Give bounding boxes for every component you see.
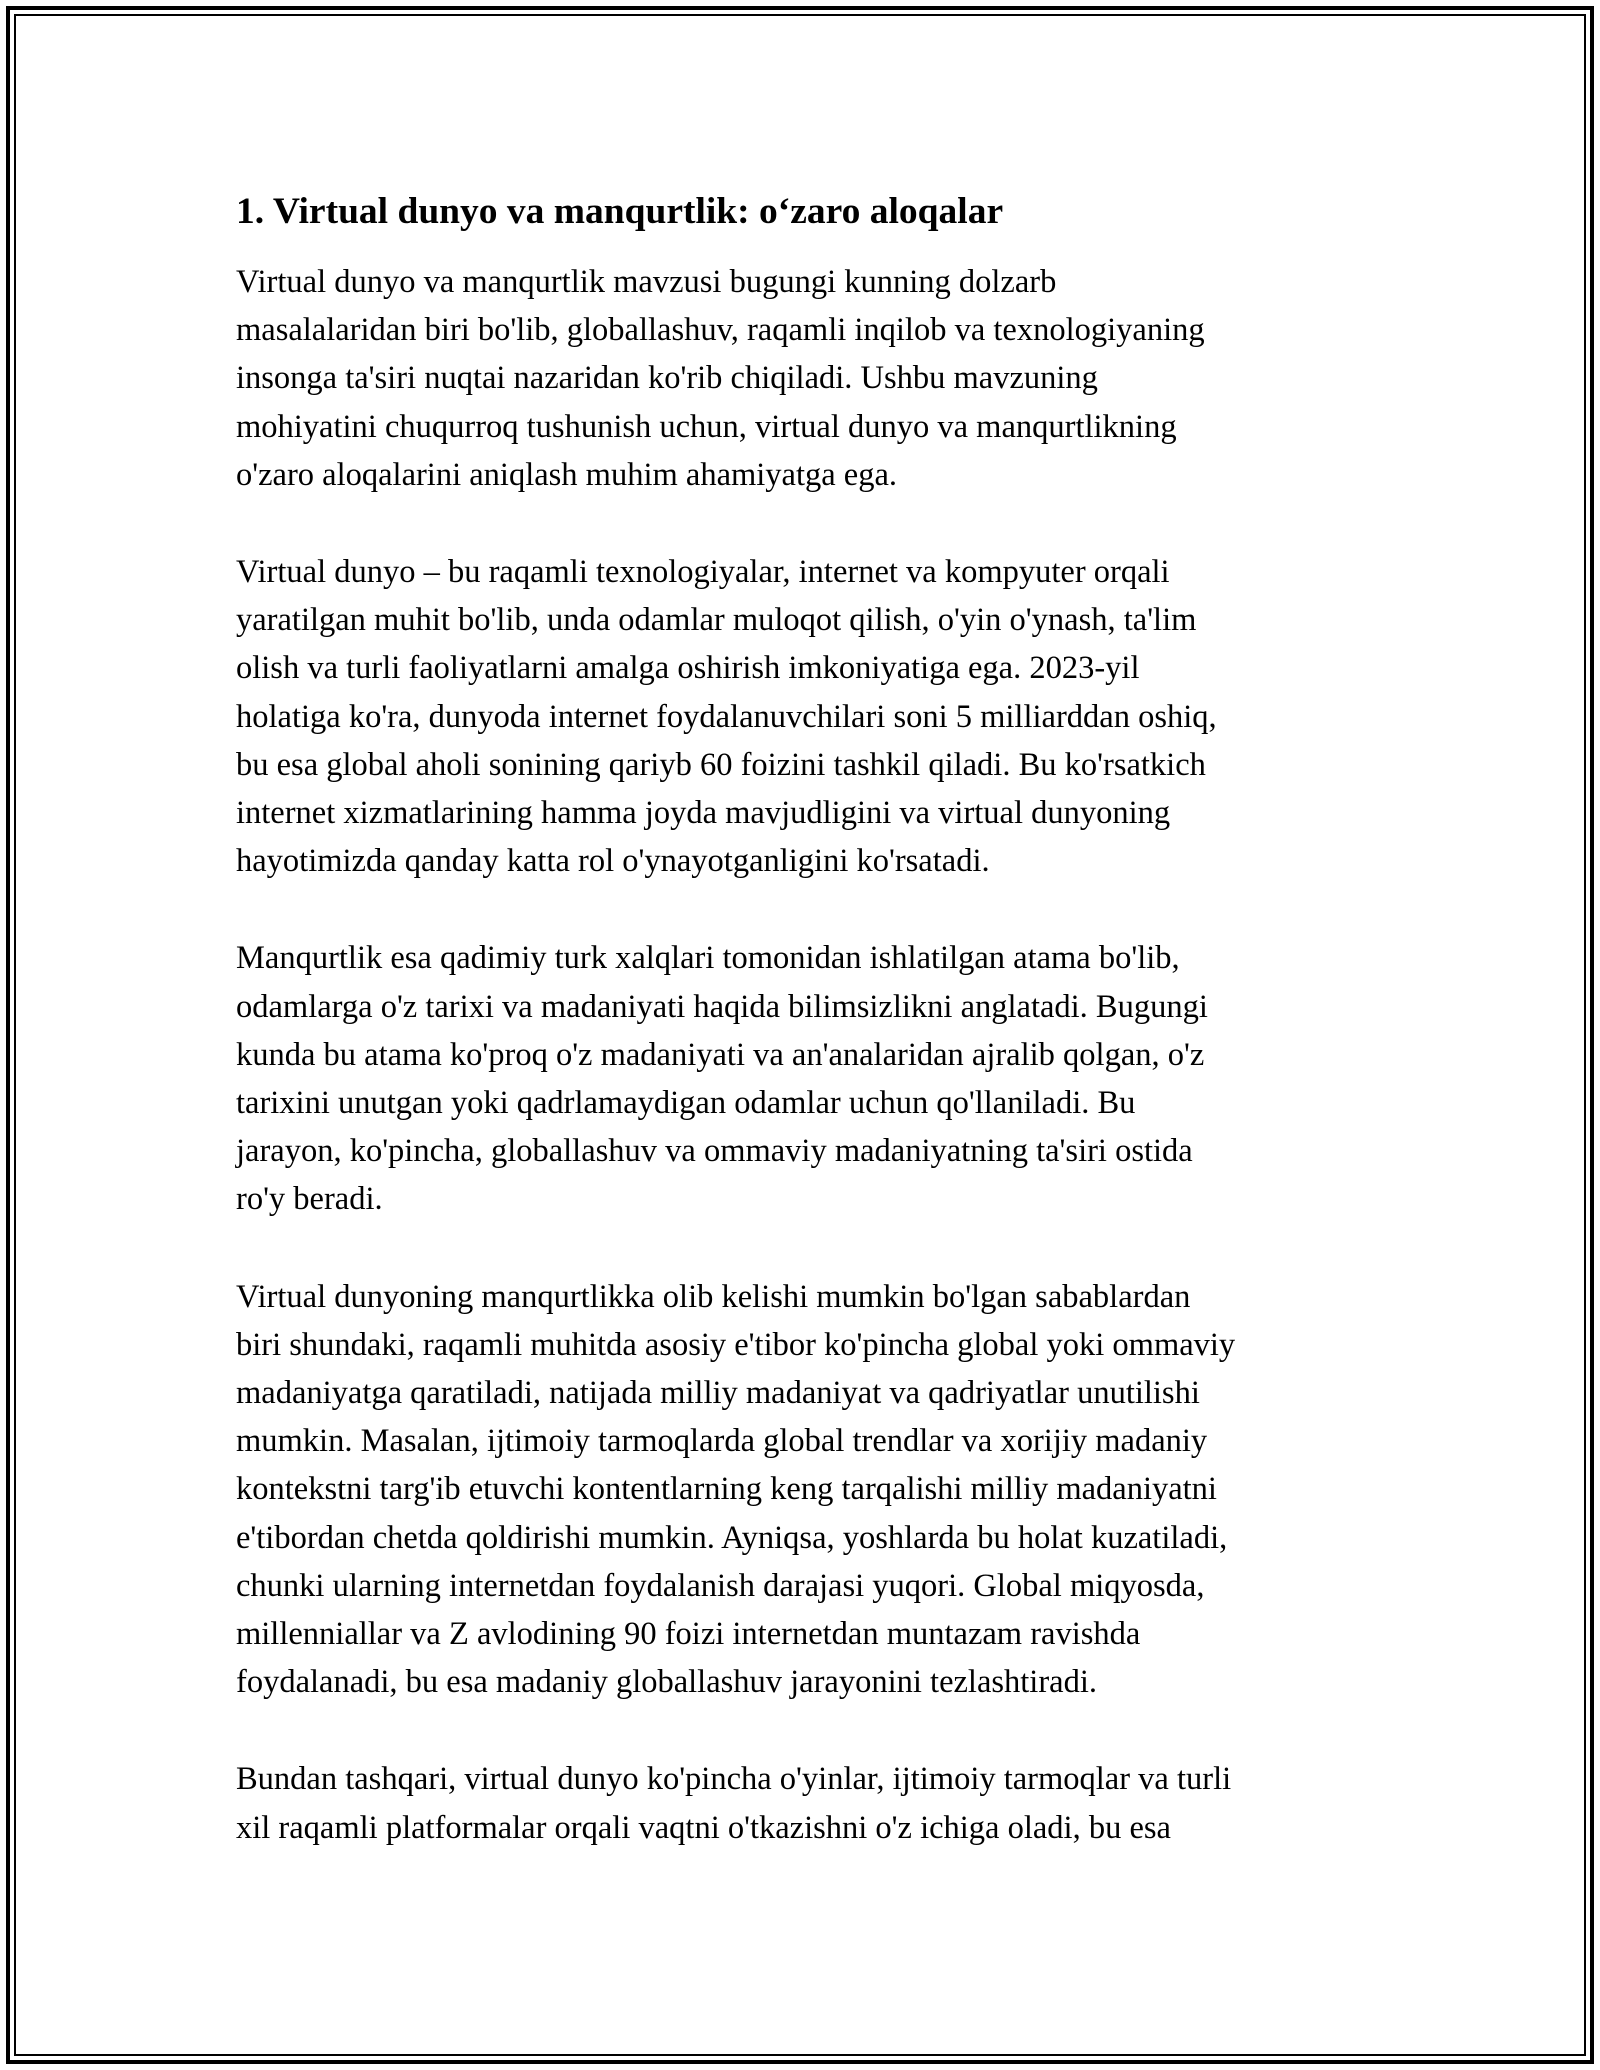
text-line: kunda bu atama ko'proq o'z madaniyati va an'analaridan ajralib qolgan, o'z	[236, 1036, 1205, 1073]
document-body	[236, 186, 1366, 1901]
text-line: foydalanadi, bu esa madaniy globallashuv jarayonini tezlashtiradi.	[236, 1664, 1097, 1701]
paragraph-additional	[236, 1755, 1366, 1851]
text-line: mohiyatini chuqurroq tushunish uchun, virtual dunyo va manqurtlikning	[236, 408, 1177, 445]
text-line: hayotimizda qanday katta rol o'ynayotganligini ko'rsatadi.	[236, 843, 990, 880]
text-line: jarayon, ko'pincha, globallashuv va ommaviy madaniyatning ta'siri ostida	[236, 1133, 1193, 1170]
text-line: tarixini unutgan yoki qadrlamaydigan odamlar uchun qo'llaniladi. Bu	[236, 1085, 1136, 1122]
text-line: Virtual dunyoning manqurtlikka olib kelishi mumkin bo'lgan sabablardan	[236, 1278, 1191, 1315]
text-line: odamlarga o'z tarixi va madaniyati haqida bilimsizlikni anglatadi. Bugungi	[236, 988, 1208, 1025]
text-line: masalalaridan biri bo'lib, globallashuv, raqamli inqilob va texnologiyaning	[236, 312, 1205, 349]
text-line: mumkin. Masalan, ijtimoiy tarmoqlarda global trendlar va xorijiy madaniy	[236, 1423, 1208, 1460]
section-heading: 1. Virtual dunyo va manqurtlik: o‘zaro aloqalar	[236, 191, 1004, 232]
text-line: Virtual dunyo – bu raqamli texnologiyalar, internet va kompyuter orqali	[236, 554, 1170, 591]
text-line: yaratilgan muhit bo'lib, unda odamlar muloqot qilish, o'yin o'ynash, ta'lim	[236, 602, 1197, 639]
text-line: Virtual dunyo va manqurtlik mavzusi bugungi kunning dolzarb	[236, 264, 1057, 300]
text-line: internet xizmatlarining hamma joyda mavjudligini va virtual dunyoning	[236, 795, 1171, 832]
paragraph-manqurtlik	[236, 934, 1366, 1223]
text-line: Manqurtlik esa qadimiy turk xalqlari tomonidan ishlatilgan atama bo'lib,	[236, 940, 1180, 977]
text-line: chunki ularning internetdan foydalanish darajasi yuqori. Global miqyosda,	[236, 1567, 1205, 1604]
text-line: madaniyatga qaratiladi, natijada milliy madaniyat va qadriyatlar unutilishi	[236, 1375, 1200, 1412]
text-line: olish va turli faoliyatlarni amalga oshirish imkoniyatiga ega. 2023-yil	[236, 650, 1140, 687]
text-line: insonga ta'siri nuqtai nazaridan ko'rib chiqiladi. Ushbu mavzuning	[236, 360, 1098, 397]
text-line: e'tibordan chetda qoldirishi mumkin. Ayniqsa, yoshlarda bu holat kuzatiladi,	[236, 1519, 1228, 1556]
paragraph-virtual-world	[236, 548, 1366, 885]
text-line: kontekstni targ'ib etuvchi kontentlarning keng tarqalishi milliy madaniyatni	[236, 1471, 1217, 1508]
text-line: holatiga ko'ra, dunyoda internet foydalanuvchilari soni 5 milliarddan oshiq,	[236, 698, 1217, 735]
text-line: millenniallar va Z avlodining 90 foizi internetdan muntazam ravishda	[236, 1616, 1141, 1653]
text-line: o'zaro aloqalarini aniqlash muhim ahamiyatga ega.	[236, 456, 898, 493]
text-line: ro'y beradi.	[236, 1181, 383, 1218]
paragraph-intro	[236, 258, 1366, 499]
text-line: xil raqamli platformalar orqali vaqtni o'tkazishni o'z ichiga oladi, bu esa	[236, 1809, 1171, 1846]
paragraph-causes	[236, 1273, 1366, 1707]
text-line: biri shundaki, raqamli muhitda asosiy e'tibor ko'pincha global yoki ommaviy	[236, 1326, 1236, 1363]
text-line: Bundan tashqari, virtual dunyo ko'pincha o'yinlar, ijtimoiy tarmoqlar va turli	[236, 1761, 1232, 1798]
text-line: bu esa global aholi sonining qariyb 60 foizini tashkil qiladi. Bu ko'rsatkich	[236, 746, 1206, 783]
